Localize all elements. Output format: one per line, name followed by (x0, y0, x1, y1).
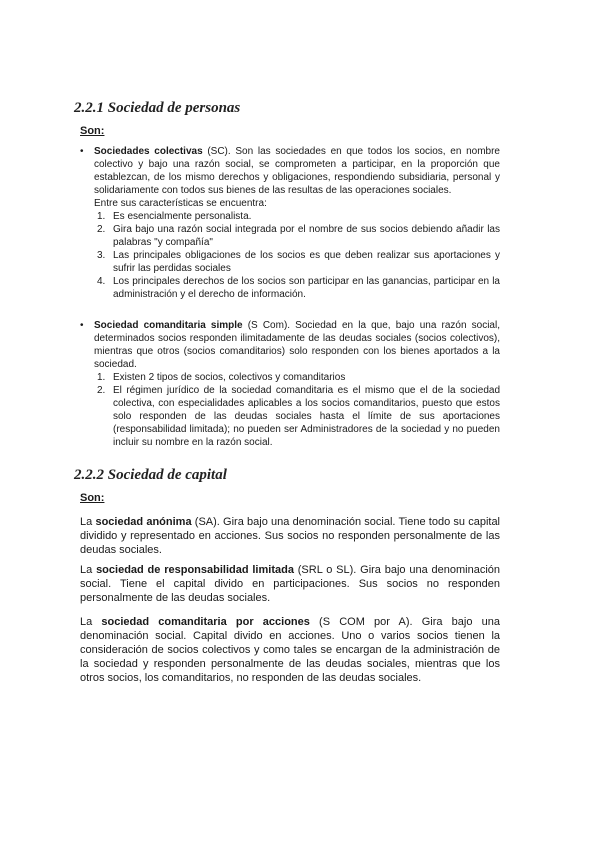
bold-term: sociedad anónima (95, 516, 192, 528)
list-number: 1. (97, 211, 106, 222)
list-item (94, 249, 500, 275)
bold-term: sociedad de responsabilidad limitada (96, 564, 294, 576)
bold-term: Sociedades colectivas (94, 146, 203, 157)
bullet-paragraph (94, 319, 500, 371)
list-number: 2. (97, 385, 106, 396)
list-item (94, 371, 500, 384)
paragraph-sociedad-comanditaria-acciones (80, 615, 500, 685)
characteristics-intro: Entre sus características se encuentra: (94, 198, 267, 209)
paragraph-prefix: La (80, 516, 96, 528)
list-number: 1. (97, 372, 106, 383)
paragraph-sociedad-responsabilidad-limitada (80, 563, 500, 605)
son-label: Son: (80, 125, 105, 137)
paragraph-text: (SA). Gira bajo una denominación social. Tiene todo su capital dividido y representado en acciones. Sus socios no responden personalmente de las deudas sociales. (80, 516, 501, 556)
bullet-icon: • (80, 146, 84, 157)
bold-term: sociedad comanditaria por acciones (101, 616, 310, 628)
paragraph-text: (S COM por A). Gira bajo una denominación social. Capital divido en acciones. Uno o varios socios tienen la consideración de socios colectivos y como tales se encargan de la administración de la sociedad y responden personalmente de las deudas sociales, mientras que los otros socios, los comanditarios, no responden de las deudas sociales. (80, 616, 500, 684)
list-number: 2. (97, 224, 106, 235)
numbered-list (94, 210, 500, 301)
list-item-text: El régimen jurídico de la sociedad comanditaria es el mismo que el de la sociedad colectiva, con especialidades aplicables a los socios comanditarios, puesto que estos solo responden de las deudas sociales hasta el límite de sus aportaciones (responsabilidad limitada); no pueden ser Administradores de la sociedad y no pueden incluir su nombre en la razón social. (113, 385, 500, 448)
section-heading-sociedad-de-capital: 2.2.2 Sociedad de capital (74, 467, 227, 483)
paragraph-prefix: La (80, 564, 97, 576)
section-heading-sociedad-de-personas: 2.2.1 Sociedad de personas (74, 100, 241, 116)
list-number: 3. (97, 250, 106, 261)
list-item-text: Gira bajo una razón social integrada por el nombre de sus socios debiendo añadir las palabras "y compañía" (113, 224, 500, 248)
list-number: 4. (97, 276, 106, 287)
bullet-icon: • (80, 320, 84, 331)
paragraph-sociedad-anonima (80, 515, 500, 557)
list-item-text: Es esencialmente personalista. (113, 211, 252, 222)
paragraph-prefix: La (80, 616, 102, 628)
list-item (94, 275, 500, 301)
numbered-list (94, 371, 500, 449)
paragraph-text: (SC). Son las sociedades en que todos los socios, en nombre colectivo y bajo una razón social, se comprometen a participar, en la proporción que establezcan, de los mismo derechos y obligaciones, respondiendo subsidiaria, personal y solidariamente con todos sus bienes de las resultas de las operaciones sociales. (94, 146, 500, 196)
list-item (94, 384, 500, 449)
list-item-text: Los principales derechos de los socios son participar en las ganancias, participar en la administración y el derecho de información. (113, 276, 500, 300)
list-item-text: Las principales obligaciones de los socios es que deben realizar sus aportaciones y sufrir las perdidas sociales (113, 250, 500, 274)
bullet-paragraph (94, 145, 500, 197)
list-item-text: Existen 2 tipos de socios, colectivos y comanditarios (113, 372, 346, 383)
list-item (94, 210, 500, 223)
bullet-body (94, 145, 500, 301)
bold-term: Sociedad comanditaria simple (94, 320, 243, 331)
list-item (94, 223, 500, 249)
bullet-body (94, 319, 500, 449)
paragraph-text: (S Com). Sociedad en la que, bajo una razón social, determinados socios responden ilimitadamente de las deudas sociales (socios colectivos), mientras que otros (socios comanditarios) solo responden con los bienes aportados a la sociedad. (94, 320, 500, 370)
son-label: Son: (80, 492, 105, 504)
paragraph-text: (SRL o SL). Gira bajo una denominación social. Tiene el capital divido en participaciones. Sus socios no responden personalmente de las deudas sociales. (80, 564, 501, 604)
